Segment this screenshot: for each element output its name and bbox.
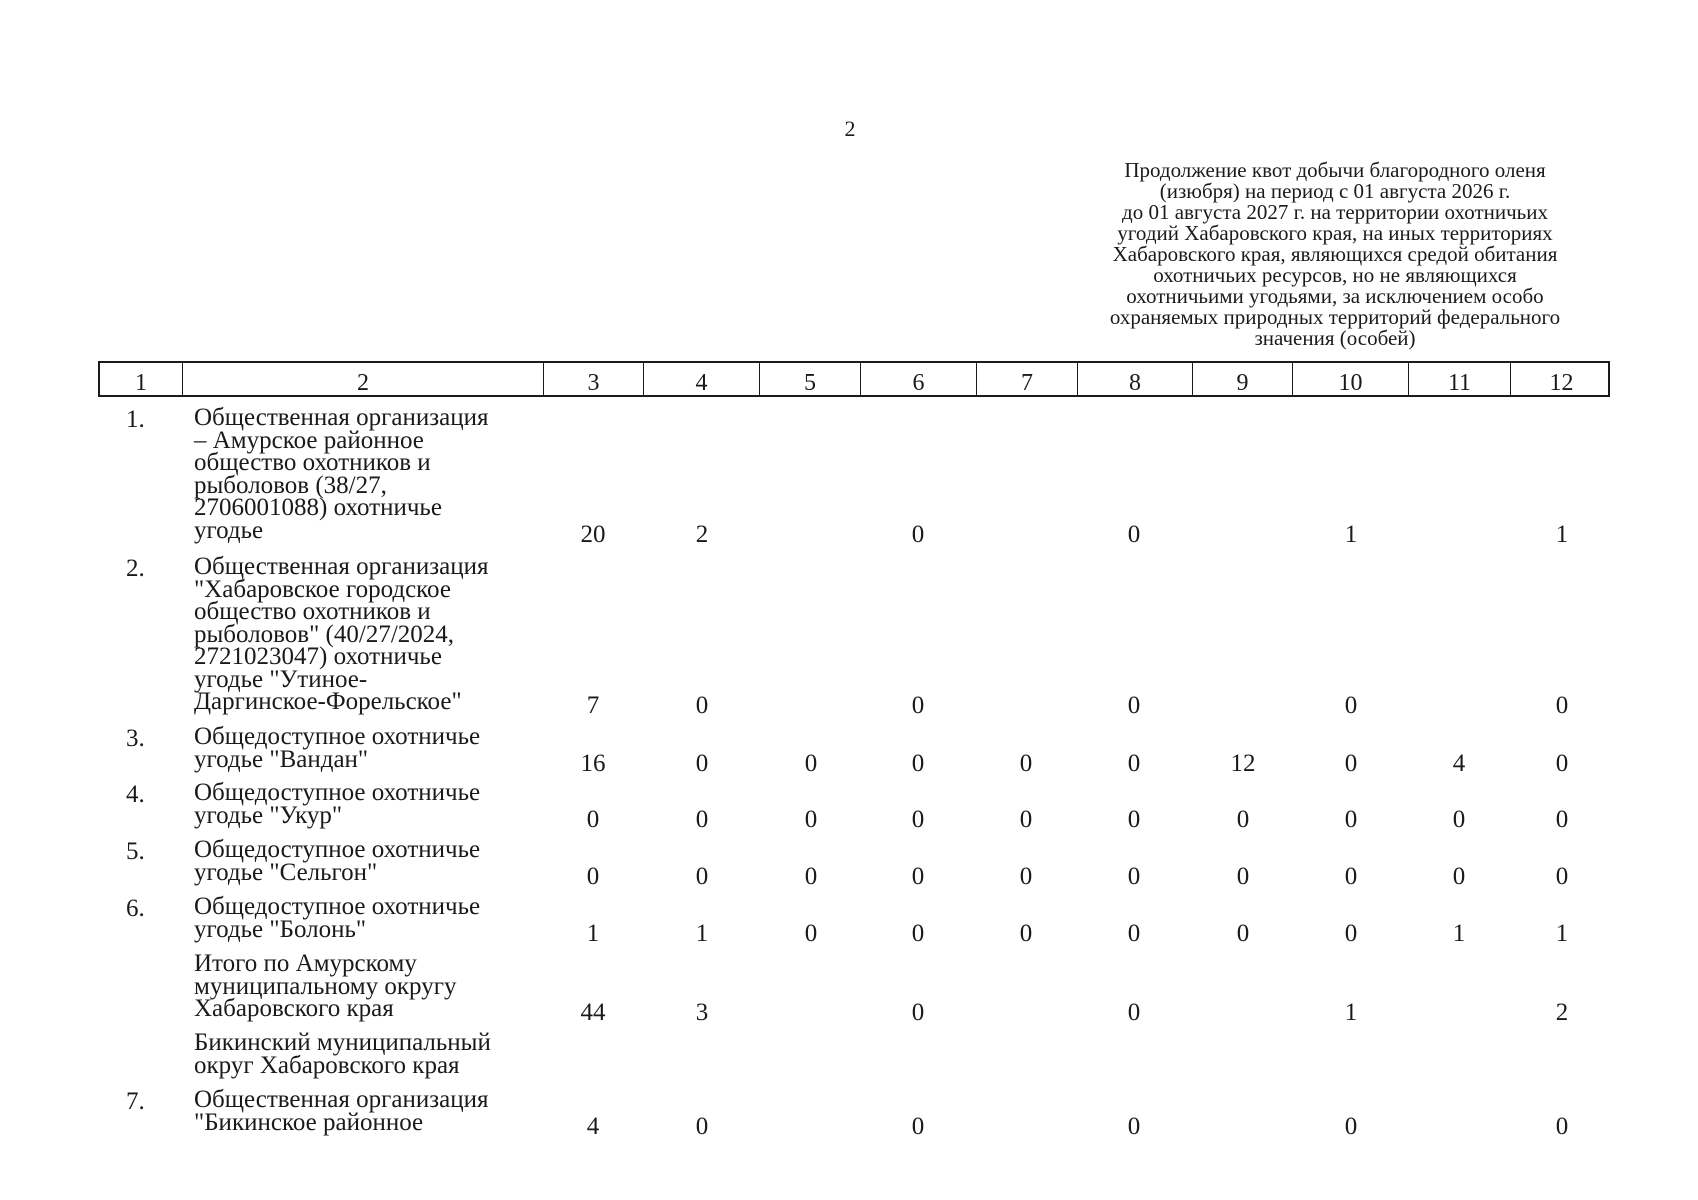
column-header-4: 4 — [644, 363, 760, 395]
row-number: 1. — [126, 406, 145, 433]
row-name-line: Итого по Амурскому — [194, 950, 417, 977]
cell-col-8: 0 — [1127, 805, 1141, 833]
row-name-line: Общедоступное охотничье — [194, 779, 481, 806]
cell-col-8: 0 — [1127, 749, 1141, 777]
cell-col-4: 0 — [695, 749, 709, 777]
column-header-7: 7 — [977, 363, 1078, 395]
cell-col-6: 0 — [911, 692, 925, 719]
cell-col-12: 0 — [1555, 1112, 1569, 1140]
row-name — [194, 779, 554, 829]
column-header-12: 12 — [1549, 370, 1574, 396]
cell-col-3: 4 — [586, 1112, 600, 1140]
row-name — [194, 553, 554, 715]
cell-col-11: 1 — [1452, 919, 1466, 947]
row-name-line: Общественная организация — [194, 404, 489, 431]
cell-col-10: 1 — [1344, 999, 1358, 1026]
row-name-line: "Бикинское районное — [194, 1108, 424, 1136]
table-caption — [1055, 160, 1615, 349]
row-name-line: Даргинское-Форельское" — [194, 688, 462, 715]
cell-col-8: 0 — [1127, 919, 1141, 947]
row-name-line: Общедоступное охотничье — [194, 836, 481, 863]
cell-col-3: 44 — [580, 999, 606, 1026]
row-name-line: угодье "Сельгон" — [194, 858, 378, 886]
row-number: 7. — [126, 1088, 145, 1115]
caption-line: (изюбря) на период с 01 августа 2026 г. — [1159, 179, 1511, 203]
cell-col-8: 0 — [1127, 692, 1141, 719]
row-name-line: Общедоступное охотничье — [194, 723, 481, 750]
cell-col-7: 0 — [1019, 919, 1033, 947]
row-number: 4. — [126, 781, 145, 808]
caption-line: охраняемых природных территорий федерального — [1109, 305, 1561, 329]
row-name-line: рыболовов" (40/27/2024, — [194, 620, 455, 648]
cell-col-8: 0 — [1127, 999, 1141, 1026]
column-header-1: 1 — [100, 363, 183, 395]
cell-col-6: 0 — [911, 1112, 925, 1140]
cell-col-3: 0 — [586, 862, 600, 890]
row-name-line: угодье "Болонь" — [194, 915, 367, 943]
page-number: 2 — [844, 116, 856, 141]
caption-line: охотничьих ресурсов, но не являющихся — [1153, 263, 1517, 287]
cell-col-6: 0 — [911, 862, 925, 890]
row-name-line: 2721023047) охотничье — [194, 643, 442, 670]
column-header-9: 9 — [1193, 363, 1293, 395]
cell-col-3: 0 — [586, 805, 600, 833]
row-name — [194, 1086, 554, 1136]
cell-col-9: 12 — [1230, 749, 1256, 777]
cell-col-8: 0 — [1127, 520, 1141, 548]
cell-col-12: 1 — [1555, 919, 1569, 947]
row-name — [194, 950, 554, 1022]
cell-col-11: 0 — [1452, 805, 1466, 833]
column-header-5: 5 — [760, 363, 861, 395]
cell-col-6: 0 — [911, 999, 925, 1026]
row-number: 3. — [126, 725, 145, 752]
cell-col-9: 0 — [1236, 862, 1250, 890]
caption-line: Хабаровского края, являющихся средой обитания — [1112, 242, 1558, 266]
cell-col-4: 3 — [695, 999, 709, 1026]
cell-col-5: 0 — [804, 862, 818, 890]
row-name-line: Общественная организация — [194, 1086, 489, 1113]
column-header-11: 11 — [1409, 363, 1511, 395]
cell-col-12: 0 — [1555, 862, 1569, 890]
cell-col-9: 0 — [1236, 919, 1250, 947]
cell-col-4: 0 — [695, 692, 709, 719]
caption-line: значения (особей) — [1254, 326, 1416, 350]
row-name-line: Общественная организация — [194, 553, 489, 580]
column-header-3: 3 — [544, 363, 644, 395]
cell-col-6: 0 — [911, 805, 925, 833]
row-name — [194, 404, 554, 544]
row-name-line: рыболовов (38/27, — [194, 471, 387, 499]
cell-col-10: 0 — [1344, 805, 1358, 833]
column-header-8: 8 — [1078, 363, 1193, 395]
row-name-line: общество охотников и — [194, 449, 431, 476]
cell-col-4: 0 — [695, 805, 709, 833]
cell-col-10: 1 — [1344, 520, 1358, 548]
row-name-line: округ Хабаровского края — [194, 1051, 460, 1079]
table-header-row — [98, 361, 1610, 397]
cell-col-5: 0 — [804, 749, 818, 777]
cell-col-8: 0 — [1127, 862, 1141, 890]
cell-col-7: 0 — [1019, 862, 1033, 890]
cell-col-6: 0 — [911, 520, 925, 548]
cell-col-10: 0 — [1344, 919, 1358, 947]
cell-col-12: 1 — [1555, 520, 1569, 548]
cell-col-5: 0 — [804, 805, 818, 833]
row-name-line: угодье — [194, 516, 264, 544]
row-name — [194, 1029, 554, 1079]
cell-col-8: 0 — [1127, 1112, 1141, 1140]
column-header-6: 6 — [861, 363, 977, 395]
row-name — [194, 723, 554, 773]
caption-line: до 01 августа 2027 г. на территории охотничьих — [1122, 200, 1548, 224]
cell-col-3: 1 — [586, 919, 600, 947]
column-header-10: 10 — [1293, 363, 1409, 395]
cell-col-4: 2 — [695, 520, 709, 548]
row-name — [194, 836, 554, 886]
cell-col-12: 0 — [1555, 692, 1569, 719]
cell-col-7: 0 — [1019, 805, 1033, 833]
cell-col-4: 1 — [695, 919, 709, 947]
cell-col-5: 0 — [804, 919, 818, 947]
row-name-line: Общедоступное охотничье — [194, 893, 481, 920]
row-name-line: общество охотников и — [194, 598, 431, 625]
row-name-line: Хабаровского края — [194, 995, 394, 1022]
row-name-line: угодье "Укур" — [194, 801, 343, 829]
row-number: 6. — [126, 895, 145, 922]
cell-col-9: 0 — [1236, 805, 1250, 833]
row-name-line: муниципальному округу — [194, 972, 457, 1000]
cell-col-3: 20 — [580, 520, 606, 548]
cell-col-3: 16 — [580, 749, 606, 777]
row-name-line: 2706001088) охотничье — [194, 494, 442, 521]
cell-col-12: 0 — [1555, 749, 1569, 777]
row-name-line: угодье "Вандан" — [194, 745, 369, 773]
row-name-line: Бикинский муниципальный — [194, 1029, 491, 1056]
row-name-line: "Хабаровское городское — [194, 575, 451, 603]
column-header-2: 2 — [183, 363, 544, 395]
row-name-line: – Амурское районное — [194, 426, 424, 454]
cell-col-10: 0 — [1344, 1112, 1358, 1140]
cell-col-6: 0 — [911, 749, 925, 777]
caption-line: охотничьими угодьями, за исключением особо — [1126, 284, 1544, 308]
row-name-line: угодье "Утиное- — [194, 665, 368, 693]
cell-col-10: 0 — [1344, 862, 1358, 890]
row-number: 5. — [126, 838, 145, 865]
cell-col-7: 0 — [1019, 749, 1033, 777]
row-number: 2. — [126, 555, 145, 582]
cell-col-10: 0 — [1344, 692, 1358, 719]
cell-col-4: 0 — [695, 1112, 709, 1140]
caption-line: угодий Хабаровского края, на иных территориях — [1117, 221, 1553, 245]
cell-col-3: 7 — [586, 692, 600, 719]
cell-col-12: 0 — [1555, 805, 1569, 833]
cell-col-11: 4 — [1452, 749, 1466, 777]
cell-col-4: 0 — [695, 862, 709, 890]
cell-col-12: 2 — [1555, 999, 1569, 1026]
row-name — [194, 893, 554, 943]
cell-col-10: 0 — [1344, 749, 1358, 777]
cell-col-6: 0 — [911, 919, 925, 947]
cell-col-11: 0 — [1452, 862, 1466, 890]
caption-line: Продолжение квот добычи благородного оленя — [1124, 158, 1546, 182]
